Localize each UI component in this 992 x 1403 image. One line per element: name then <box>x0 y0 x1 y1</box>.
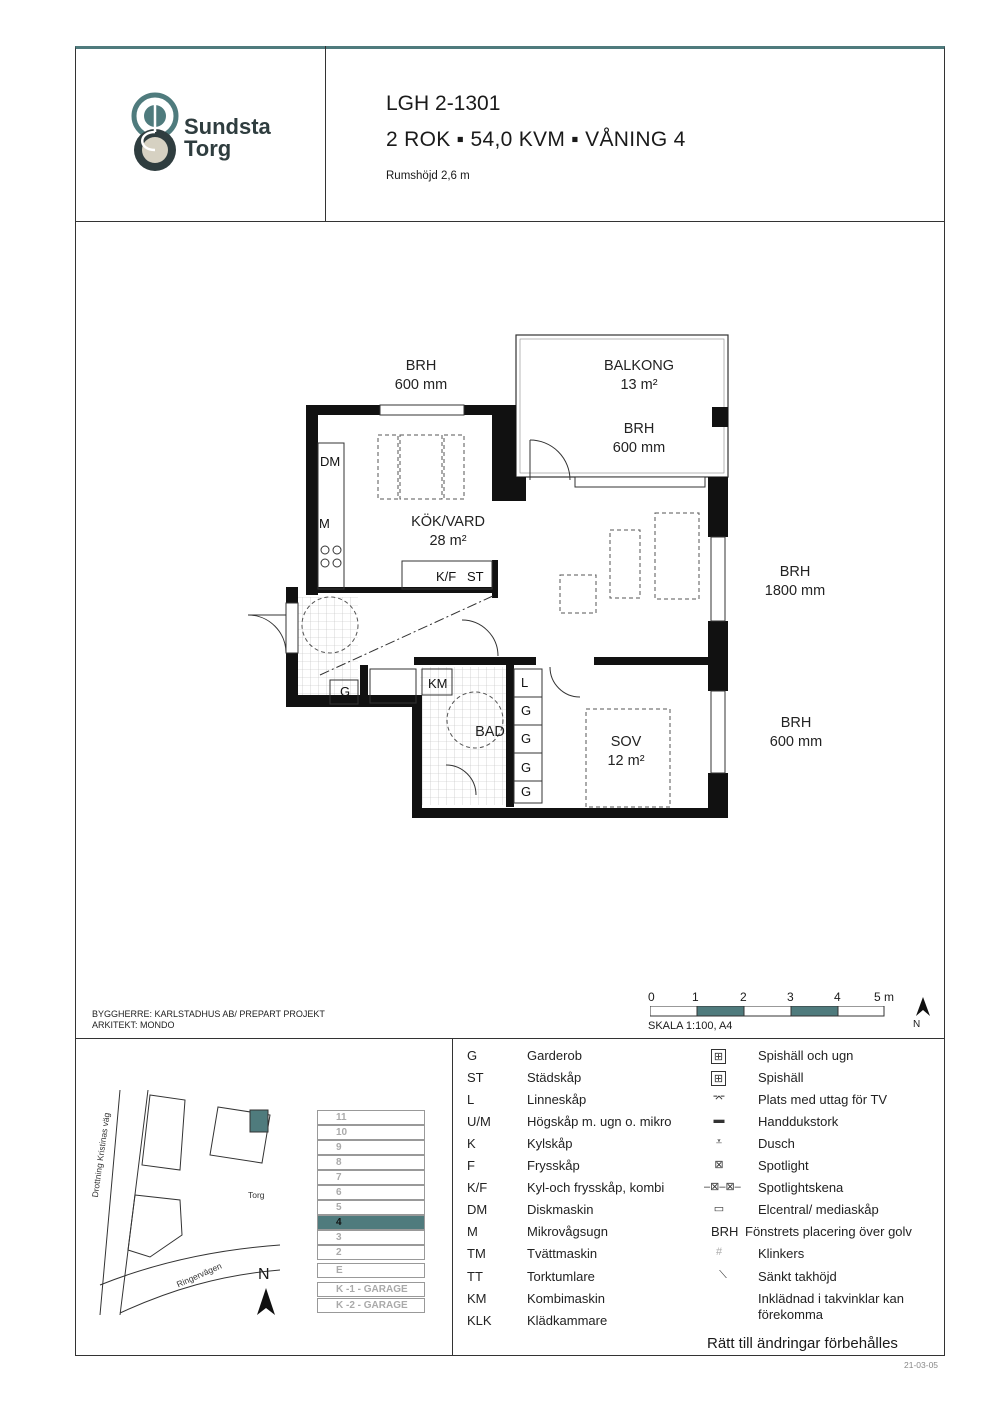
stove-oven-icon: ⊞ <box>711 1049 726 1064</box>
fixture-hall-g: G <box>340 684 351 699</box>
brand-line1: Sundsta <box>184 114 271 139</box>
floor-2: 2 <box>317 1245 425 1260</box>
floor-plan <box>230 325 750 825</box>
floor-11: 11 <box>317 1110 425 1125</box>
fixture-l: L <box>521 675 529 690</box>
header-vertical-divider <box>325 46 326 222</box>
scale-bar <box>650 1006 886 1018</box>
fixture-kf: K/F <box>436 569 457 584</box>
scale-label: SKALA 1:100, A4 <box>648 1020 733 1032</box>
scale-tick-3: 3 <box>787 990 794 1004</box>
bathroom-label: BAD <box>475 724 505 740</box>
tv-outlet-icon: ⌤ <box>712 1093 726 1105</box>
map-label-ringervagen: Ringervägen <box>175 1260 224 1290</box>
header-divider <box>75 221 945 222</box>
floor-10: 10 <box>317 1125 425 1140</box>
fixture-g3: G <box>521 760 532 775</box>
bedroom-label: SOV 12 m² <box>607 734 645 769</box>
disclaimer: Rätt till ändringar förbehålles <box>707 1335 898 1352</box>
window-note-bedroom: BRH 600 mm <box>769 715 823 750</box>
floor-3: 3 <box>317 1230 425 1245</box>
brand-line2: Torg <box>184 136 232 161</box>
fixture-g1: G <box>521 703 532 718</box>
brh-code: BRH <box>711 1224 739 1239</box>
document-date: 21-03-05 <box>904 1360 939 1370</box>
lowered-ceiling-icon: ⟍ <box>719 1269 727 1281</box>
floor-e: E <box>317 1263 425 1278</box>
scale-tick-0: 0 <box>648 990 655 1004</box>
spotlight-icon: ⊠ <box>714 1159 724 1171</box>
map-north-arrow-icon <box>255 1287 277 1317</box>
scale-tick-2: 2 <box>740 990 747 1004</box>
media-cabinet-icon: ▭ <box>713 1203 725 1215</box>
floor-5: 5 <box>317 1200 425 1215</box>
room-height: Rumshöjd 2,6 m <box>386 170 470 182</box>
shower-icon: ⩡ <box>715 1136 723 1148</box>
brand-name <box>184 116 271 160</box>
floor-7: 7 <box>317 1170 425 1185</box>
window-note-living: BRH 1800 mm <box>764 564 826 599</box>
sundsta-logo-icon <box>128 92 182 176</box>
floor-6: 6 <box>317 1185 425 1200</box>
window-note-balcony: BRH 600 mm <box>612 421 666 456</box>
hob-icon: ⊞ <box>711 1071 726 1086</box>
apartment-id: LGH 2-1301 <box>386 92 501 115</box>
legend-divider <box>75 1038 945 1039</box>
north-arrow-icon <box>914 996 932 1018</box>
floor-9: 9 <box>317 1140 425 1155</box>
tiles-icon: # <box>715 1246 723 1258</box>
scale-tick-4: 4 <box>834 990 841 1004</box>
map-label-torg: Torg <box>248 1190 265 1200</box>
map-label-drottning: Drottning Kristinas väg <box>89 1111 112 1199</box>
fixture-dm: DM <box>320 454 341 469</box>
balcony-label: BALKONG 13 m² <box>603 358 675 393</box>
floor-k2-garage: K -2 - GARAGE <box>317 1298 425 1313</box>
spotlight-rail-icon: –⊠–⊠– <box>704 1181 741 1193</box>
window-note-kitchen: BRH 600 mm <box>394 358 448 393</box>
fixture-m: M <box>319 516 330 531</box>
legend-vertical-divider <box>452 1038 453 1356</box>
fixture-st: ST <box>467 569 484 584</box>
fixture-g2: G <box>521 731 532 746</box>
apartment-specs: 2 ROK ▪ 54,0 KVM ▪ VÅNING 4 <box>386 128 686 151</box>
scale-tick-1: 1 <box>692 990 699 1004</box>
north-label: N <box>913 1019 921 1030</box>
kitchen-living-label: KÖK/VARD 28 m² <box>411 514 485 549</box>
builder-credit: BYGGHERRE: KARLSTADHUS AB/ PREPART PROJEKT <box>92 1009 325 1019</box>
scale-tick-5: 5 m <box>874 990 895 1004</box>
towel-dryer-icon: ▬ <box>713 1114 725 1126</box>
floor-4-active: 4 <box>317 1215 425 1230</box>
architect-credit: ARKITEKT: MONDO <box>92 1020 175 1030</box>
fixture-g4: G <box>521 784 532 799</box>
fixture-km: KM <box>428 676 448 691</box>
credits <box>92 1009 325 1031</box>
floor-8: 8 <box>317 1155 425 1170</box>
map-north-label: N <box>258 1266 270 1283</box>
floor-k1-garage: K -1 - GARAGE <box>317 1282 425 1297</box>
